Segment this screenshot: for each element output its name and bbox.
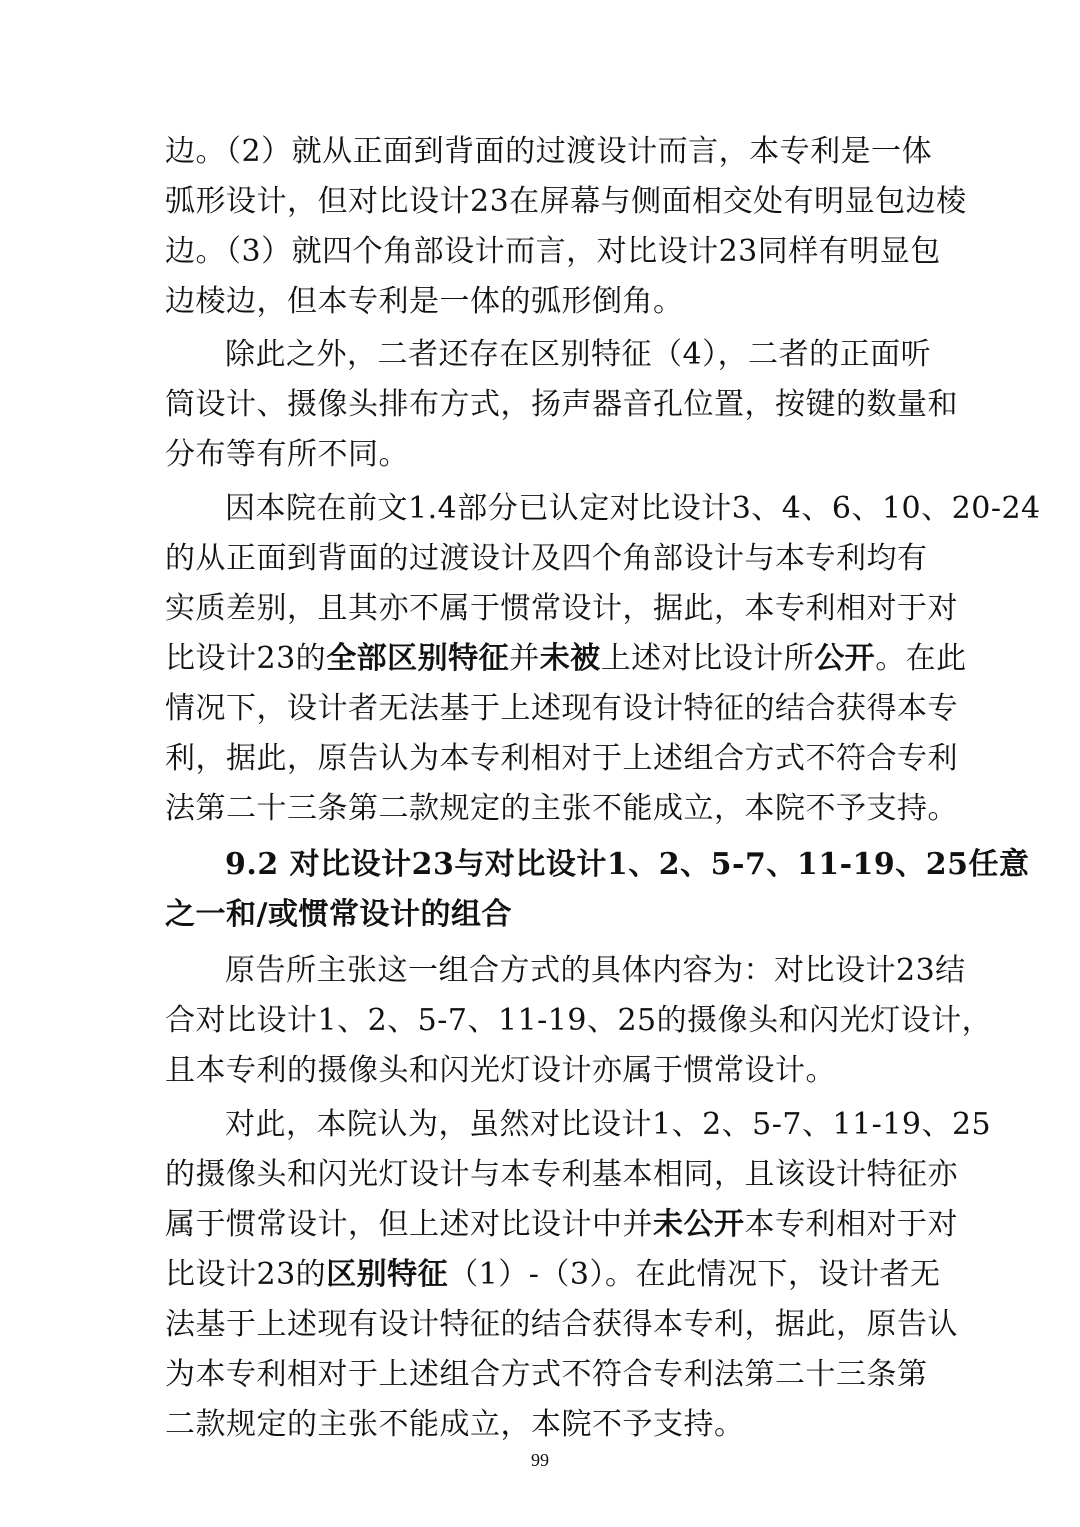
section-heading-line	[165, 888, 915, 942]
text-line	[165, 225, 941, 279]
text-line	[165, 175, 967, 229]
section-heading-line	[225, 838, 1030, 892]
text-line	[165, 428, 915, 482]
text-segment: 上述对比设计所	[600, 641, 815, 676]
text-segment: 利，据此，原告认为本专利相对于上述组合方式不符合专利	[165, 741, 958, 776]
bold-text-segment: 未被	[539, 641, 601, 676]
text-segment: 法第二十三条第二款规定的主张不能成立，本院不予支持。	[165, 791, 958, 826]
text-segment: 比设计23的	[165, 641, 327, 676]
bold-text-segment: 区别特征	[326, 1257, 449, 1292]
text-line	[225, 482, 1041, 536]
text-segment: 二款规定的主张不能成立，本院不予支持。	[165, 1407, 745, 1442]
text-segment: 。在此	[875, 641, 967, 676]
text-segment: 边棱边，但本专利是一体的弧形倒角。	[165, 284, 684, 319]
text-segment: 对此，本院认为，虽然对比设计1、2、5-7、11-19、25	[225, 1107, 992, 1142]
text-line	[165, 125, 933, 179]
page-number: 99	[531, 1450, 549, 1470]
text-segment: 合对比设计1、2、5-7、11-19、25的摄像头和闪光灯设计，	[165, 1003, 993, 1038]
text-segment: 筒设计、摄像头排布方式，扬声器音孔位置，按键的数量和	[165, 387, 958, 422]
text-line	[225, 1098, 992, 1152]
text-segment: 情况下，设计者无法基于上述现有设计特征的结合获得本专	[165, 691, 958, 726]
text-line	[225, 944, 966, 998]
text-line	[165, 1248, 941, 1302]
text-segment: （1）-（3）。在此情况下，设计者无	[448, 1257, 941, 1292]
text-line	[165, 1044, 915, 1098]
text-line	[165, 1148, 958, 1202]
text-segment: 属于惯常设计，但上述对比设计中并	[165, 1207, 653, 1242]
text-segment: 之一和/或惯常设计的组合	[165, 897, 512, 932]
text-segment: 9.2 对比设计23与对比设计1、2、5-7、11-19、25任意	[225, 847, 1030, 882]
text-line	[165, 1348, 928, 1402]
text-line	[225, 328, 932, 382]
text-segment: 为本专利相对于上述组合方式不符合专利法第二十三条第	[165, 1357, 928, 1392]
text-segment: 且本专利的摄像头和闪光灯设计亦属于惯常设计。	[165, 1053, 836, 1088]
text-segment: 除此之外，二者还存在区别特征（4），二者的正面听	[225, 337, 932, 372]
text-segment: 因本院在前文1.4部分已认定对比设计3、4、6、10、20-24	[225, 491, 1041, 526]
text-line	[165, 1398, 915, 1452]
text-segment: 边。（2）就从正面到背面的过渡设计而言，本专利是一体	[165, 134, 933, 169]
bold-text-segment: 全部区别特征	[326, 641, 510, 676]
text-line	[165, 732, 958, 786]
bold-text-segment: 未公开	[653, 1207, 745, 1242]
text-line	[165, 275, 915, 329]
text-line	[165, 582, 958, 636]
text-line	[165, 782, 958, 836]
text-segment: 分布等有所不同。	[165, 437, 409, 472]
text-line	[165, 994, 993, 1048]
text-line	[165, 532, 928, 586]
text-segment: 并	[509, 641, 540, 676]
text-line	[165, 1198, 958, 1252]
text-line	[165, 632, 967, 686]
text-line	[165, 682, 958, 736]
text-segment: 边。（3）就四个角部设计而言，对比设计23同样有明显包	[165, 234, 941, 269]
text-line	[165, 378, 958, 432]
text-segment: 实质差别，且其亦不属于惯常设计，据此，本专利相对于对	[165, 591, 958, 626]
text-segment: 法基于上述现有设计特征的结合获得本专利，据此，原告认	[165, 1307, 958, 1342]
text-segment: 的从正面到背面的过渡设计及四个角部设计与本专利均有	[165, 541, 928, 576]
text-segment: 比设计23的	[165, 1257, 327, 1292]
text-segment: 本专利相对于对	[744, 1207, 958, 1242]
text-line	[165, 1298, 958, 1352]
text-segment: 原告所主张这一组合方式的具体内容为：对比设计23结	[225, 953, 966, 988]
text-segment: 弧形设计，但对比设计23在屏幕与侧面相交处有明显包边棱	[165, 184, 967, 219]
bold-text-segment: 公开	[814, 641, 876, 676]
text-segment: 的摄像头和闪光灯设计与本专利基本相同，且该设计特征亦	[165, 1157, 958, 1192]
